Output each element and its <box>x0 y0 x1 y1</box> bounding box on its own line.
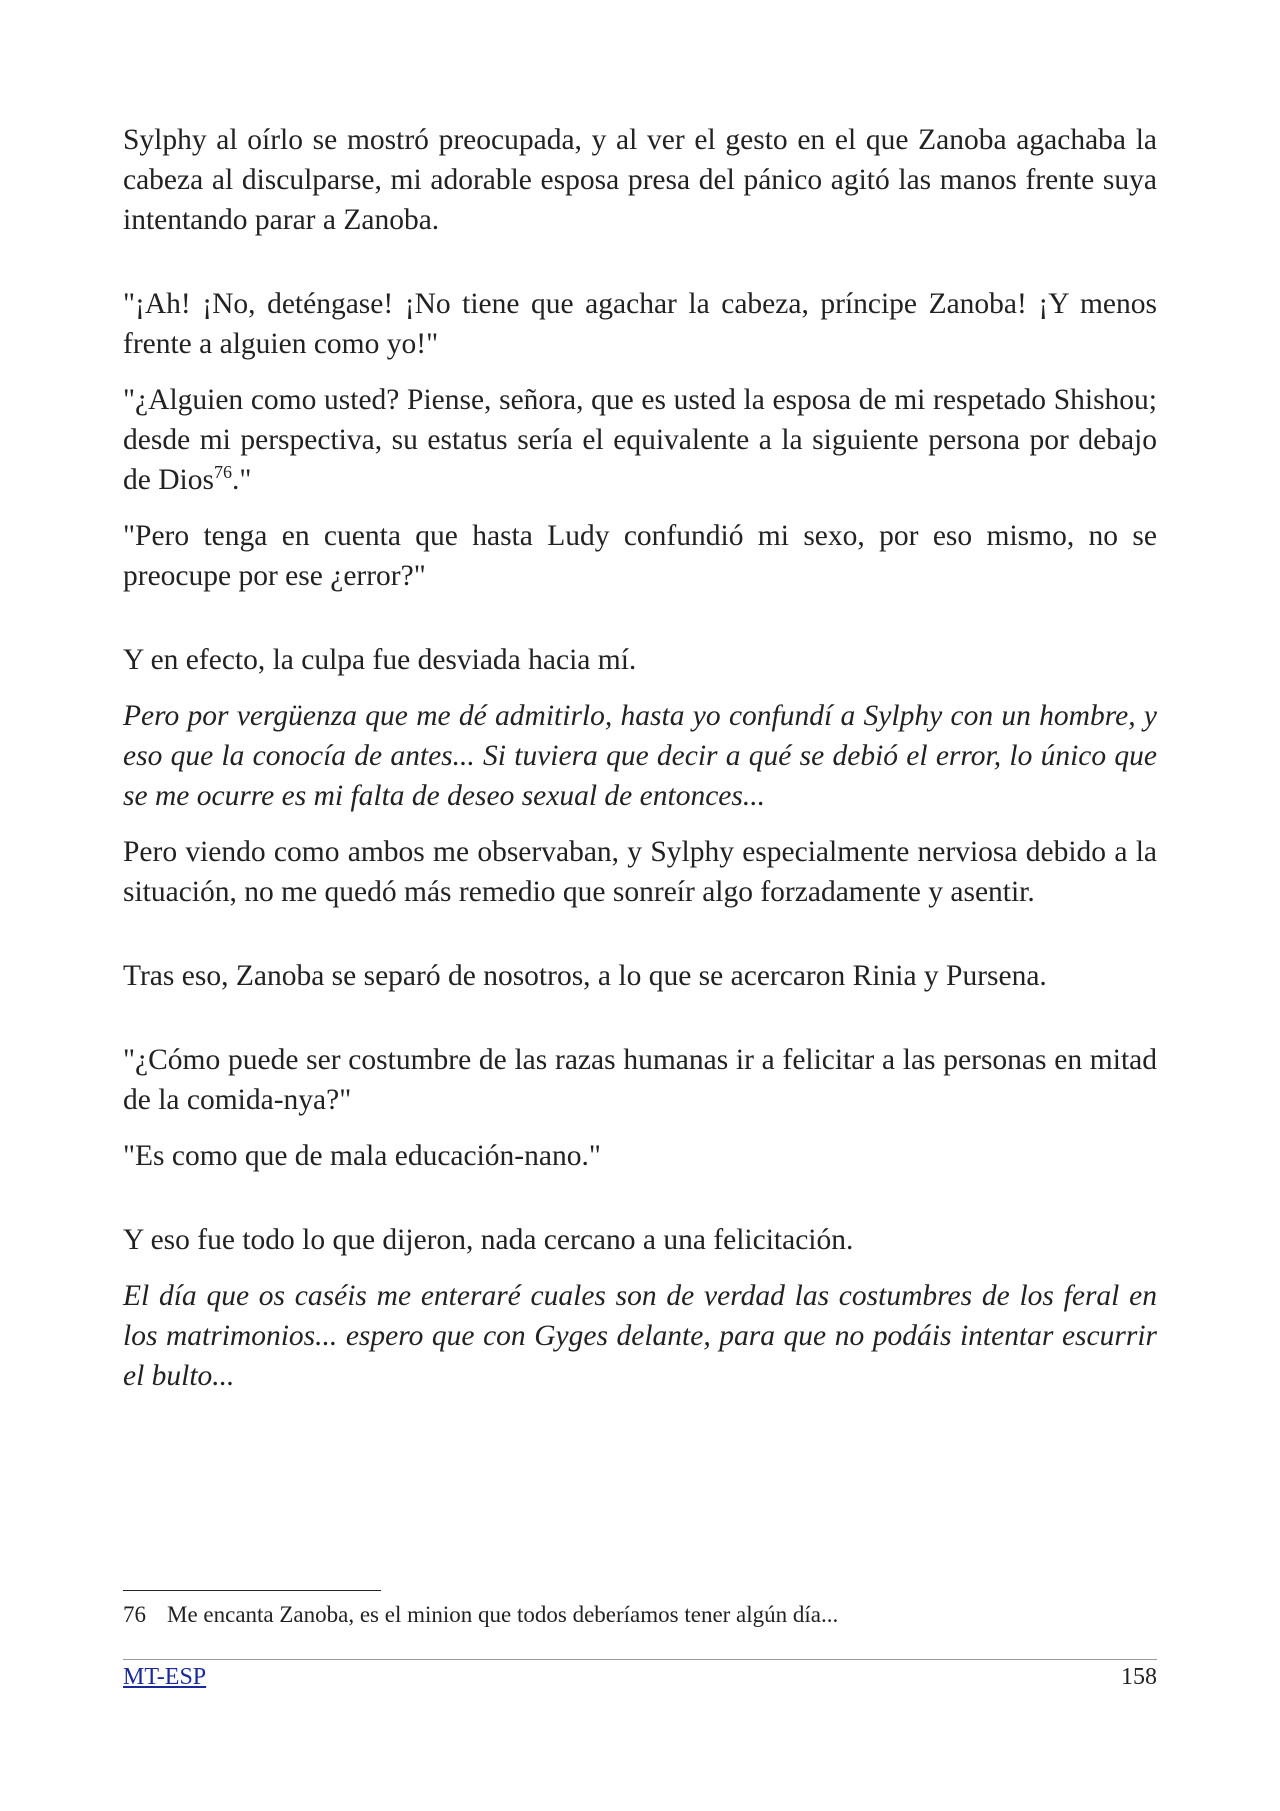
paragraph-9: "¿Cómo puede ser costumbre de las razas humanas ir a felicitar a las personas en mitad de la comida-nya?" <box>123 1044 1157 1116</box>
paragraph-2: "¡Ah! ¡No, deténgase! ¡No tiene que agachar la cabeza, príncipe Zanoba! ¡Y menos frente a alguien como yo!" <box>123 288 1157 360</box>
paragraph-10: "Es como que de mala educación-nano." <box>123 1140 601 1172</box>
paragraph-12: El día que os caséis me enteraré cuales son de verdad las costumbres de los feral en los matrimonios... espero que con Gyges delante, para que no podáis intentar escurrir el bulto... <box>123 1280 1157 1392</box>
paragraph-3-text: "¿Alguien como usted? Piense, señora, que es usted la esposa de mi respetado Shishou; desde mi perspectiva, su estatus sería el equivalente a la siguiente persona por debajo de Dios <box>123 384 1157 496</box>
footer-site-link[interactable]: MT-ESP <box>123 1664 207 1690</box>
paragraph-4: "Pero tenga en cuenta que hasta Ludy confundió mi sexo, por eso mismo, no se preocupe por ese ¿error?" <box>123 520 1157 592</box>
paragraph-8: Tras eso, Zanoba se separó de nosotros, a lo que se acercaron Rinia y Pursena. <box>123 960 1047 992</box>
paragraph-3 <box>123 380 1157 500</box>
page-body <box>123 120 1157 1396</box>
footnote-number: 76 <box>123 1602 146 1627</box>
footnote-text: Me encanta Zanoba, es el minion que todos deberíamos tener algún día... <box>167 1602 839 1627</box>
footnote <box>123 1600 1157 1630</box>
footer-divider <box>123 1659 1157 1660</box>
footnote-ref-76[interactable]: 76 <box>213 462 232 483</box>
paragraph-3-tail: ." <box>231 464 252 496</box>
footnote-separator <box>123 1590 381 1591</box>
paragraph-11: Y eso fue todo lo que dijeron, nada cercano a una felicitación. <box>123 1224 854 1256</box>
paragraph-5: Y en efecto, la culpa fue desviada hacia mí. <box>123 644 637 676</box>
paragraph-7: Pero viendo como ambos me observaban, y Sylphy especialmente nerviosa debido a la situación, no me quedó más remedio que sonreír algo forzadamente y asentir. <box>123 836 1157 908</box>
page-number: 158 <box>1121 1664 1157 1690</box>
paragraph-1: Sylphy al oírlo se mostró preocupada, y al ver el gesto en el que Zanoba agachaba la cabeza al disculparse, mi adorable esposa presa del pánico agitó las manos frente suya intentando parar a Zanoba. <box>123 124 1157 236</box>
paragraph-6: Pero por vergüenza que me dé admitirlo, hasta yo confundí a Sylphy con un hombre, y eso que la conocía de antes... Si tuviera que decir a qué se debió el error, lo único que se me ocurre es mi falta de deseo sexual de entonces... <box>123 700 1157 812</box>
